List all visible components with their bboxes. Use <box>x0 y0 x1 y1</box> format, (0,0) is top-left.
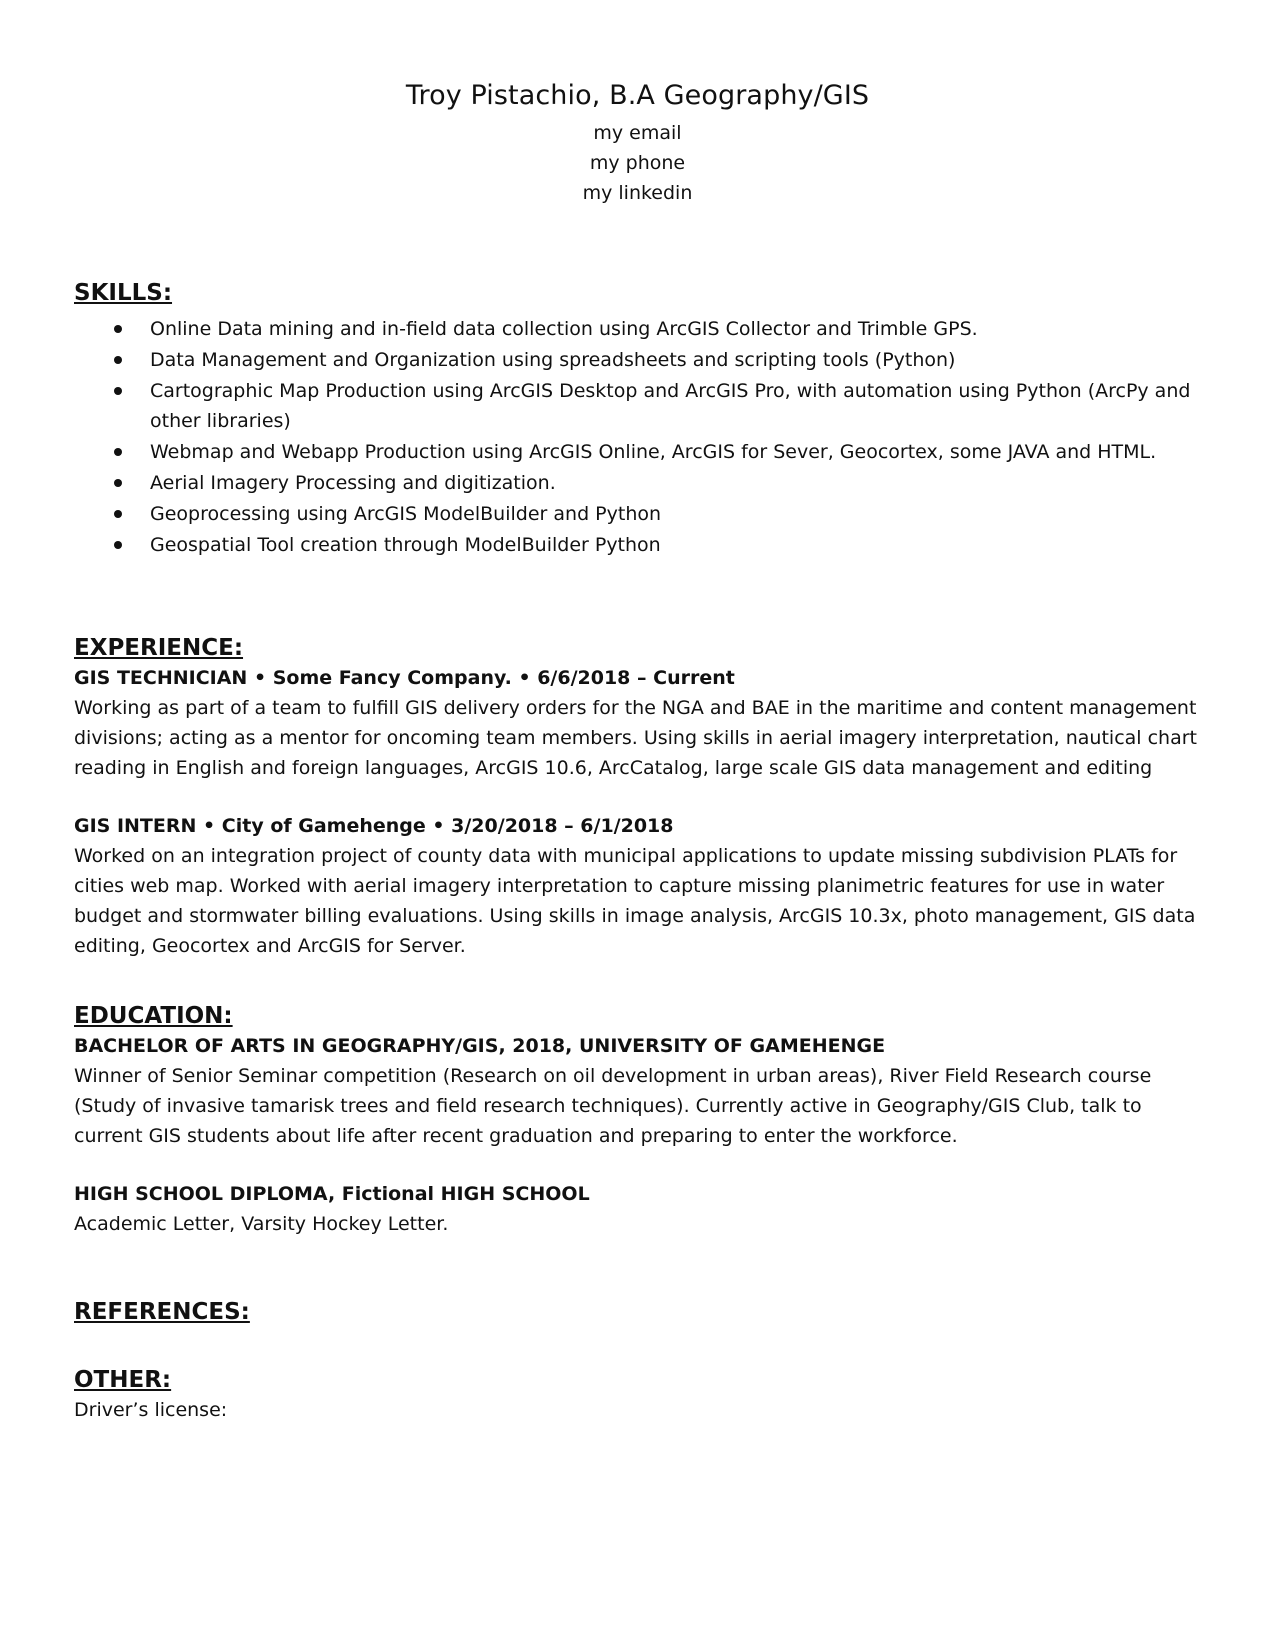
job-title-line: GIS TECHNICIAN • Some Fancy Company. • 6/6/2018 – Current <box>74 667 735 689</box>
skill-item <box>74 530 1204 561</box>
degree-line: HIGH SCHOOL DIPLOMA, Fictional HIGH SCHOOL <box>74 1183 590 1205</box>
education-entry <box>74 1179 1204 1239</box>
bullet-icon <box>114 325 122 333</box>
skill-text: Cartographic Map Production using ArcGIS Desktop and ArcGIS Pro, with automation using Python (ArcPy and other libraries) <box>150 380 1191 432</box>
skill-text: Data Management and Organization using spreadsheets and scripting tools (Python) <box>150 349 956 371</box>
experience-section <box>74 633 1204 961</box>
skill-item <box>74 345 1204 376</box>
skill-text: Webmap and Webapp Production using ArcGIS Online, ArcGIS for Sever, Geocortex, some JAVA and HTML. <box>150 441 1157 463</box>
resume-body <box>74 278 1204 1425</box>
skill-item <box>74 376 1204 437</box>
education-entry <box>74 1031 1204 1151</box>
degree-line: BACHELOR OF ARTS IN GEOGRAPHY/GIS, 2018, UNIVERSITY OF GAMEHENGE <box>74 1035 886 1057</box>
bullet-icon <box>114 541 122 549</box>
other-text: Driver’s license: <box>74 1399 228 1421</box>
experience-heading: EXPERIENCE: <box>74 635 244 661</box>
other-heading: OTHER: <box>74 1367 172 1393</box>
degree-description: Academic Letter, Varsity Hockey Letter. <box>74 1213 449 1235</box>
other-section <box>74 1365 1204 1425</box>
skill-item <box>74 499 1204 530</box>
job-title-line: GIS INTERN • City of Gamehenge • 3/20/2018 – 6/1/2018 <box>74 815 674 837</box>
skill-item <box>74 468 1204 499</box>
skill-text: Online Data mining and in-field data collection using ArcGIS Collector and Trimble GPS. <box>150 318 978 340</box>
references-section <box>74 1297 1204 1327</box>
bullet-icon <box>114 448 122 456</box>
job-description: Worked on an integration project of county data with municipal applications to update missing subdivision PLATs for cities web map. Worked with aerial imagery interpretation to capture missing planimetric features for use in water budget and stormwater billing evaluations. Using skills in image analysis, ArcGIS 10.3x, photo management, GIS data editing, Geocortex and ArcGIS for Server. <box>74 845 1196 957</box>
job-description: Working as part of a team to fulfill GIS delivery orders for the NGA and BAE in the maritime and content management divisions; acting as a mentor for oncoming team members. Using skills in aerial imagery interpretation, nautical chart reading in English and foreign languages, ArcGIS 10.6, ArcCatalog, large scale GIS data management and editing <box>74 697 1198 779</box>
skills-section <box>74 278 1204 561</box>
skill-item <box>74 437 1204 468</box>
education-heading: EDUCATION: <box>74 1003 233 1029</box>
bullet-icon <box>114 387 122 395</box>
contact-phone: my phone <box>589 152 686 174</box>
skills-heading: SKILLS: <box>74 280 173 306</box>
resume-header <box>0 78 1275 208</box>
degree-description: Winner of Senior Seminar competition (Research on oil development in urban areas), River Field Research course (Study of invasive tamarisk trees and field research techniques). Currently active in Geography/GIS Club, talk to current GIS students about life after recent graduation and preparing to enter the workforce. <box>74 1065 1152 1147</box>
bullet-icon <box>114 356 122 364</box>
skill-text: Aerial Imagery Processing and digitization. <box>150 472 556 494</box>
education-section <box>74 1001 1204 1239</box>
experience-entry <box>74 811 1204 961</box>
skills-list <box>74 314 1204 561</box>
candidate-name: Troy Pistachio, B.A Geography/GIS <box>405 80 870 111</box>
contact-linkedin: my linkedin <box>582 182 693 204</box>
skill-item <box>74 314 1204 345</box>
bullet-icon <box>114 479 122 487</box>
experience-entry <box>74 663 1204 783</box>
references-heading: REFERENCES: <box>74 1299 250 1325</box>
contact-email: my email <box>593 122 682 144</box>
skill-text: Geospatial Tool creation through ModelBuilder Python <box>150 534 661 556</box>
skill-text: Geoprocessing using ArcGIS ModelBuilder and Python <box>150 503 662 525</box>
bullet-icon <box>114 510 122 518</box>
